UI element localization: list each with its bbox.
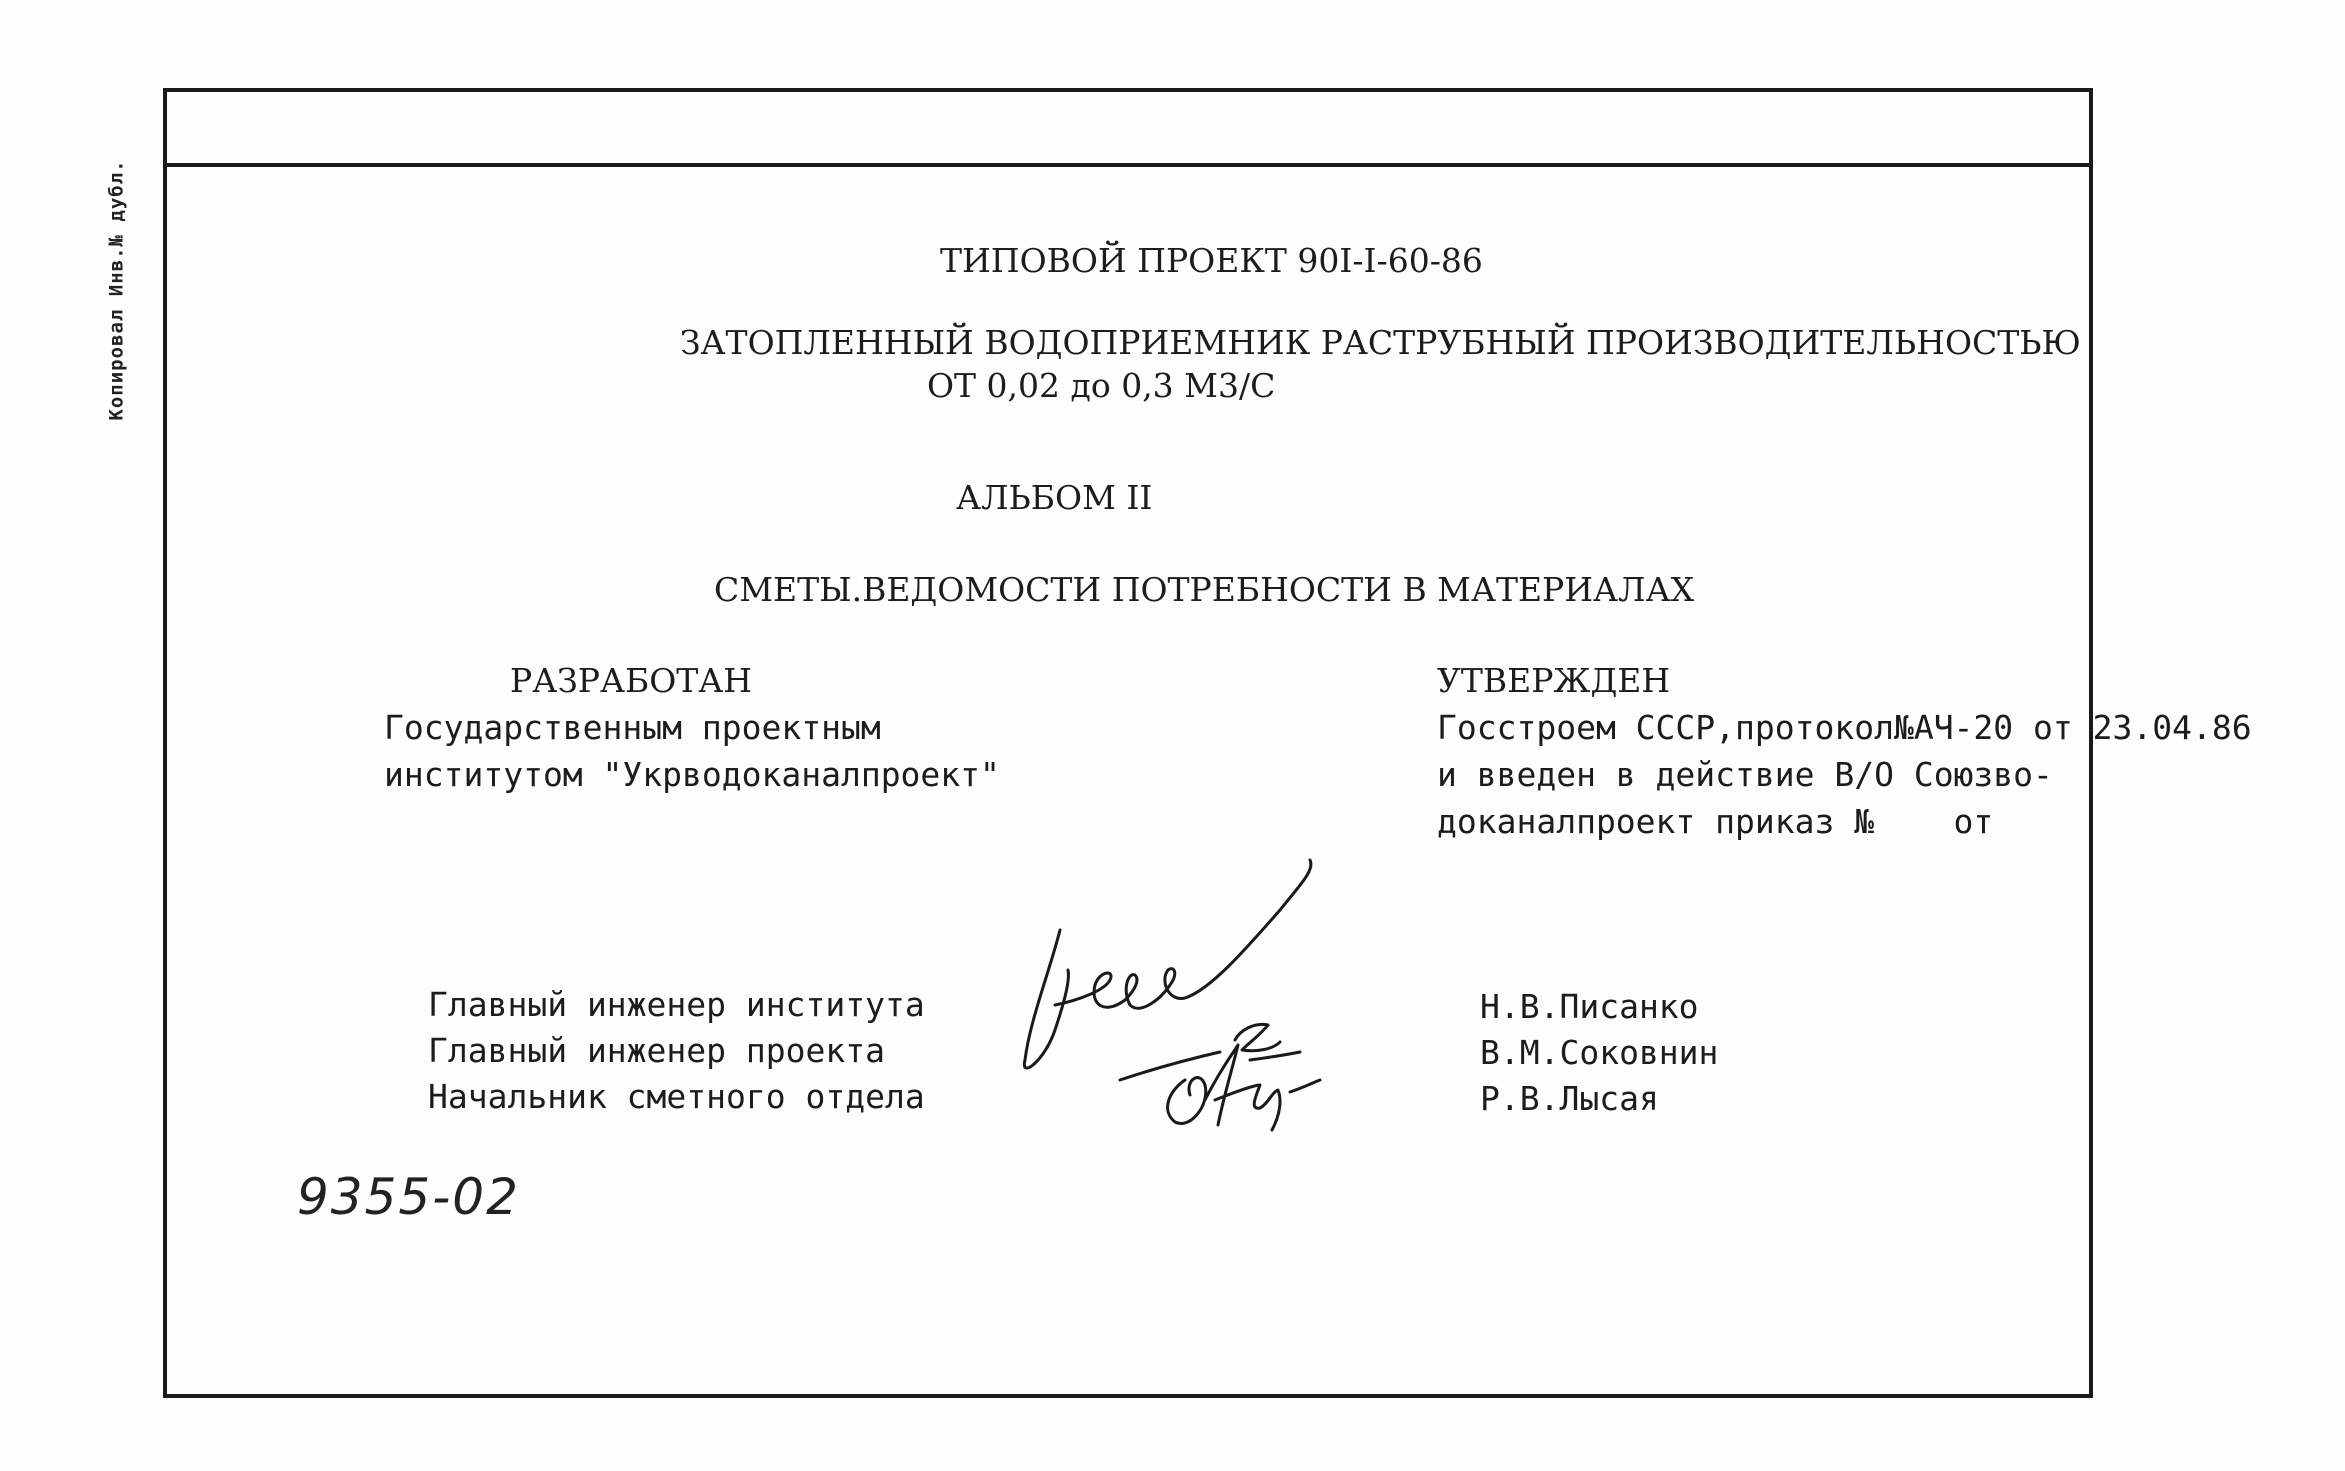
project-name-line1: ЗАТОПЛЕННЫЙ ВОДОПРИЕМНИК РАСТРУБНЫЙ ПРОИЗВОДИТЕЛЬНОСТЬЮ: [680, 323, 2081, 362]
signatory-position: Главный инженер института: [428, 985, 925, 1024]
signatory-position: Начальник сметного отдела: [428, 1077, 925, 1116]
approved-heading: УТВЕРЖДЕН: [1437, 661, 1671, 700]
signatory-name: Н.В.Писанко: [1480, 987, 1699, 1026]
approved-line2: и введен в действие В/О Союзво-: [1437, 755, 2053, 794]
signatory-name: В.М.Соковнин: [1480, 1033, 1719, 1072]
document-number: 9355-02: [297, 1168, 520, 1226]
margin-stamp-text: Копировал Инв.№ дубл.: [106, 159, 128, 421]
developed-line1: Государственным проектным: [384, 708, 881, 747]
developed-line2: институтом "Укрводоканалпроект": [384, 755, 1000, 794]
project-name-line2: ОТ 0,02 до 0,3 М3/С: [927, 366, 1276, 405]
project-title: ТИПОВОЙ ПРОЕКТ 90I-I-60-86: [940, 241, 1483, 280]
margin-stamp: [97, 120, 137, 460]
handwritten-signatures: [1010, 830, 1350, 1160]
signature-chief-engineer-institute: [1024, 860, 1311, 1068]
developed-heading: РАЗРАБОТАН: [510, 661, 753, 700]
album-number: АЛЬБОМ II: [956, 478, 1153, 517]
signature-chief-engineer-project: [1120, 1024, 1300, 1080]
approved-line1: Госстроем СССР,протокол№АЧ-20 от 23.04.86: [1437, 708, 2252, 747]
album-contents: СМЕТЫ.ВЕДОМОСТИ ПОТРЕБНОСТИ В МАТЕРИАЛАХ: [714, 570, 1695, 609]
signatory-name: Р.В.Лысая: [1480, 1079, 1659, 1118]
approved-line3: доканалпроект приказ № от: [1437, 802, 1994, 841]
signatory-position: Главный инженер проекта: [428, 1031, 885, 1070]
frame-top-rule: [163, 163, 2093, 167]
